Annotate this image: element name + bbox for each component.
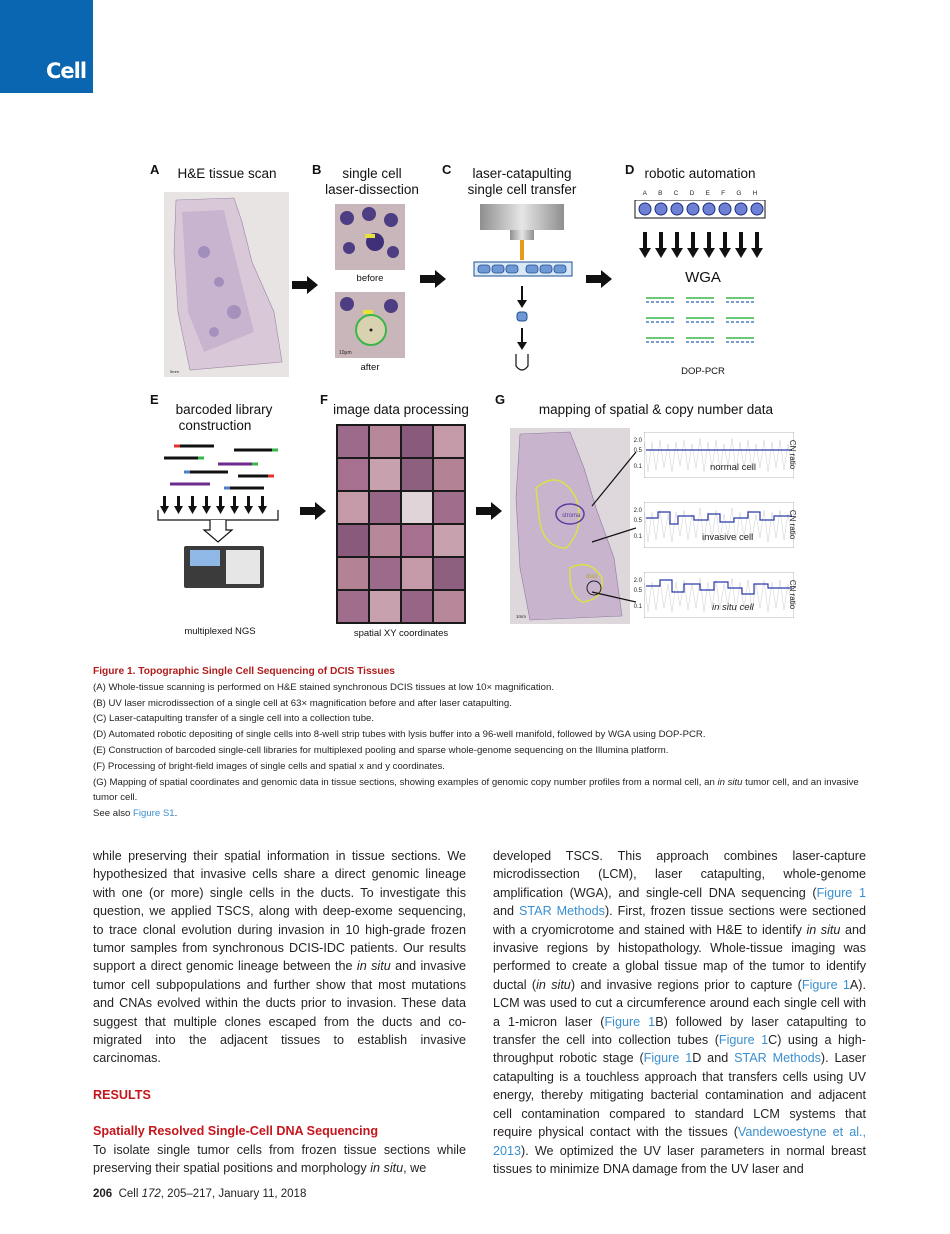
caption-a: (A) Whole-tissue scanning is performed on H&E stained synchronous DCIS tissues at low 10× magnification. xyxy=(93,681,554,693)
panel-d-wga: WGA xyxy=(685,269,721,286)
figure-caption xyxy=(93,664,873,822)
cn-ratio-label: CN ratio xyxy=(788,509,798,540)
caption-d: (D) Automated robotic depositing of single cells into 8-well strip tubes with lysis buffer into a 96-well manifold, followed by WGA using DOP-PCR. xyxy=(93,729,706,741)
caption-see-also: See also Figure S1. xyxy=(93,808,178,820)
panel-g-letter: G xyxy=(495,392,506,407)
library-construction-diagram xyxy=(154,442,284,592)
caption-e: (E) Construction of barcoded single-cell libraries for multiplexed pooling and sparse whole-genome sequencing on the Illumina platform. xyxy=(93,744,669,756)
caption-f: (F) Processing of bright-field images of single cells and spatial x and y coordinates. xyxy=(93,760,445,772)
footer-citation: , 205–217, January 11, 2018 xyxy=(160,1188,307,1200)
caption-title: Figure 1. Topographic Single Cell Sequencing of DCIS Tissues xyxy=(93,666,395,677)
vandewoestyne-citation-link[interactable]: Vandewoestyne et al., 2013 xyxy=(493,1125,866,1158)
panel-e-letter: E xyxy=(150,392,159,407)
figure-s1-link[interactable]: Figure S1 xyxy=(133,808,175,820)
well-label: H xyxy=(752,190,758,197)
well-labels xyxy=(637,190,763,197)
panel-a-letter: A xyxy=(150,162,160,177)
arrow-right-icon xyxy=(300,502,326,520)
body-column-right xyxy=(493,847,866,1178)
normal-cell-label: normal cell xyxy=(710,462,756,473)
figure-1d-link[interactable]: Figure 1 xyxy=(643,1051,693,1066)
well-label: C xyxy=(673,190,679,197)
panel-b-scale: 10μm xyxy=(339,350,352,356)
paragraph: while preserving their spatial information in tissue sections. We hypothesized that invasive cells share a direct genomic lineage with one (or more) single cells in the ducts. To investigate this question, we applied TSCS, along with deep-exome sequencing, to trace clonal evolution during invasion in 10 high-grade frozen tumor samples from synchronous DCIS-IDC patients. Our results support a direct genomic lineage between the in situ and invasive tumor cell subpopulations and further show that most mutations and CNAs evolved within the ducts prior to invasion. These data suggest that multiple clones escaped from the ducts and co-migrated into the adjacent tissues to establish invasive carcinomas. xyxy=(93,849,466,1066)
figure-1-link[interactable]: Figure 1 xyxy=(816,885,866,900)
cn-ticks: 2.0 0.5 0.1 xyxy=(633,508,642,540)
panel-g-title: mapping of spatial & copy number data xyxy=(538,402,774,417)
caption-b: (B) UV laser microdissection of a single cell at 63× magnification before and after laser catapulting. xyxy=(93,697,512,709)
well-label: D xyxy=(689,190,695,197)
figure-1c-link[interactable]: Figure 1 xyxy=(718,1033,769,1048)
results-heading: RESULTS xyxy=(93,1087,151,1102)
well-label: G xyxy=(736,190,742,197)
panel-b-before-label: before xyxy=(356,273,384,284)
arrow-right-icon xyxy=(420,270,446,288)
cell-before-image xyxy=(335,204,405,270)
well-label: F xyxy=(721,190,726,197)
invasive-cell-label: invasive cell xyxy=(702,532,754,543)
figure-1a-link[interactable]: Figure 1 xyxy=(801,977,850,992)
panel-c-title-1: laser-catapulting xyxy=(472,166,572,181)
panel-d-letter: D xyxy=(625,162,635,177)
panel-f-letter: F xyxy=(320,392,328,407)
dop-pcr-strands xyxy=(642,292,762,350)
insitu-cell-label: in situ cell xyxy=(712,602,754,613)
panel-b-title-1: single cell xyxy=(342,166,402,181)
laser-catapult-diagram xyxy=(468,204,578,374)
caption-c: (C) Laser-catapulting transfer of a single cell into a collection tube. xyxy=(93,713,375,725)
paragraph: developed TSCS. This approach combines laser-capture microdissection (LCM), laser catapulting, whole-genome amplification (WGA), and single-cell DNA sequencing (Figure 1 and STAR Methods). First, frozen tissue sections were sectioned with a cryomicrotome and stained with H&E to identify in situ and invasive regions by histopathology. Whole-tissue imaging was performed to create a global tissue map of the tumor to identify ductal (in situ) and invasive regions prior to capture (Figure 1A). LCM was used to cut a circumference around each single cell with a 1-micron laser (Figure 1B) followed by laser catapulting to transfer the cell into collection tubes (Figure 1C) using a high-throughput robotic stage (Figure 1D and STAR Methods). Laser catapulting is a touchless approach that transfers cells using UV energy, thereby mitigating bacterial contamination and adjacent cell contamination compared to standard LCM systems that require physical contact with the tissues (Vandewoestyne et al., 2013). We optimized the UV laser parameters in normal breast tissues to minimize DNA damage from the UV laser and xyxy=(493,849,867,1176)
subsection-heading: Spatially Resolved Single-Cell DNA Sequencing xyxy=(93,1124,379,1139)
star-methods-link[interactable]: STAR Methods xyxy=(519,904,605,919)
panel-c-letter: C xyxy=(442,162,452,177)
figure-1 xyxy=(150,152,870,652)
page-number: 206 xyxy=(93,1188,113,1200)
star-methods-link[interactable]: STAR Methods xyxy=(734,1051,821,1066)
cn-ratio-label: CN ratio xyxy=(788,579,798,610)
caption-g: (G) Mapping of spatial coordinates and genomic data in tissue sections, showing examples of genomic copy number profiles from a normal cell, an in situ tumor cell, and an invasive tumor cell. xyxy=(93,776,859,804)
duct-label: duct xyxy=(586,574,598,580)
panel-e-title-2: construction xyxy=(178,418,252,433)
panel-a-title: H&E tissue scan xyxy=(177,166,277,181)
cn-ticks: 2.0 0.5 0.1 xyxy=(633,578,642,610)
arrow-right-icon xyxy=(586,270,612,288)
cn-ratio-label: CN ratio xyxy=(788,439,798,470)
stroma-label: stroma xyxy=(562,513,581,519)
panel-b-after-label: after xyxy=(360,362,380,373)
panel-b-title-2: laser-dissection xyxy=(325,182,419,197)
well-label: E xyxy=(705,190,710,197)
panel-d-dop-label: DOP-PCR xyxy=(681,366,725,377)
arrow-right-icon xyxy=(476,502,502,520)
page-footer xyxy=(93,1188,306,1200)
journal-logo: Cell xyxy=(46,59,87,83)
panel-f-title: image data processing xyxy=(333,402,469,417)
panel-d-title: robotic automation xyxy=(644,166,756,181)
figure-1b-link[interactable]: Figure 1 xyxy=(604,1014,656,1029)
tissue-scan-image xyxy=(164,192,289,377)
panel-e-ngs-label: multiplexed NGS xyxy=(184,626,256,637)
well-label: A xyxy=(642,190,647,197)
footer-volume: 172 xyxy=(141,1188,161,1200)
cell-after-image xyxy=(335,292,405,358)
body-column-left xyxy=(93,847,466,1178)
panel-g-scale: 1mm xyxy=(516,614,526,619)
footer-journal: Cell xyxy=(118,1188,142,1200)
cell-image-grid xyxy=(336,424,466,624)
panel-a-scale: 5mm xyxy=(170,369,179,374)
panel-f-coords-label: spatial XY coordinates xyxy=(353,628,449,639)
panel-c-title-2: single cell transfer xyxy=(467,182,577,197)
panel-b-letter: B xyxy=(312,162,322,177)
panel-e-title-1: barcoded library xyxy=(175,402,273,417)
arrow-right-icon xyxy=(292,276,318,294)
cn-ticks: 2.0 0.5 0.1 xyxy=(633,438,642,470)
well-label: B xyxy=(658,190,663,197)
paragraph: To isolate single tumor cells from frozen tissue sections while preserving their spatial positions and morphology in situ, we xyxy=(93,1142,466,1176)
